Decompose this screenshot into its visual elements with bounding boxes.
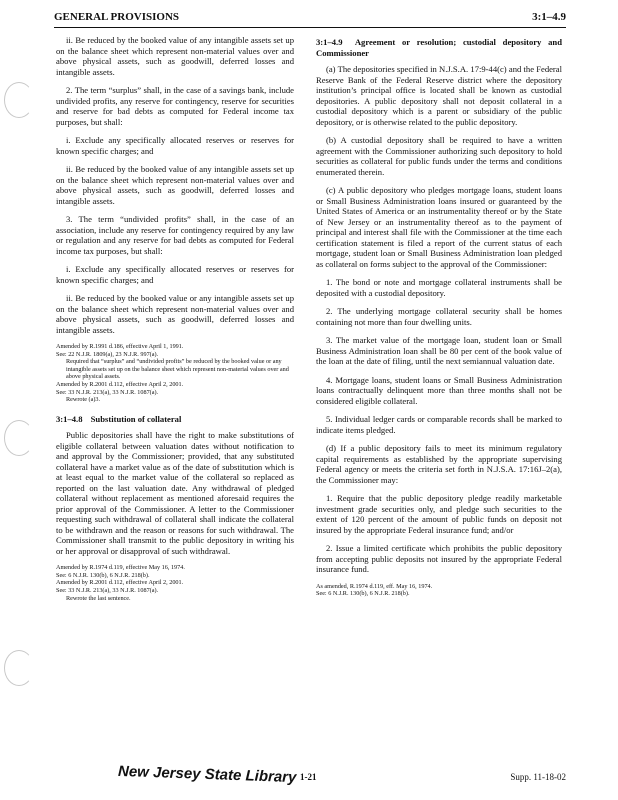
paragraph: (b) A custodial depository shall be required to have a written agreement with the Commissioner authorizing such depository to hold securities as collateral for public funds under the terms and conditions enumerated therein. bbox=[316, 135, 562, 177]
paragraph: 3. The term “undivided profits” shall, in the case of an association, include any reserve for contingency required by any law or regulation and any reserve for bad debts as computed for Federal income tax purposes, but shall: bbox=[56, 214, 294, 256]
paragraph: 2. The underlying mortgage collateral security shall be homes containing not more than four dwelling units. bbox=[316, 306, 562, 327]
section-number: 3:1–4.9 bbox=[316, 37, 343, 47]
library-stamp: New Jersey State Library bbox=[117, 762, 297, 787]
note-line: Amended by R.1974 d.119, effective May 16, 1974. bbox=[56, 564, 185, 572]
paragraph: (c) A public depository who pledges mortgage loans, student loans or Small Business Administration loans insured or guaranteed by the United States of America or an instrumentality thereof or by the State of New Jersey or an instrumentality thereof as to the payment of principal and interest shall file with the Commissioner at the time each certification statement is filed a report of the current status of each mortgage, student loan or Small Business Administration loan pledged as collateral on forms subject to the approval of the Commissioner: bbox=[316, 185, 562, 269]
section-heading bbox=[316, 37, 562, 58]
paragraph: (a) The depositories specified in N.J.S.A. 17:9-44(c) and the Federal Reserve Bank of the Federal Reserve district where the depository institution’s principal office is located shall be known as custodial depositories. A public depository shall not deposit collateral in a custodial depository which is a parent or subsidiary of the public depository, or is otherwise related to the public depository. bbox=[316, 64, 562, 127]
section-heading bbox=[56, 414, 294, 425]
note-line: See: 33 N.J.R. 213(a), 33 N.J.R. 1087(a). bbox=[56, 388, 159, 396]
section-title: Agreement or resolution; custodial depository and Commissioner bbox=[316, 37, 562, 58]
paragraph: Public depositories shall have the right to make substitutions of eligible collateral between valuation dates without notification to and approval by the Commissioner; provided, that any substituted collateral have a market value as of the date of substitution which is at least equal to the market value of the collateral so replaced as reported on the last valuation date. Any withdrawal of pledged collateral without replacement as mentioned aforesaid requires the prior approval of the Commissioner. A letter to the Commissioner requesting such withdrawal of collateral shall indicate the collateral to be withdrawn and the reason or reasons for such withdrawal. The Commissioner shall transmit to the public depository in writing his or her approval or disapproval of such withdrawal. bbox=[56, 430, 294, 556]
paragraph: 2. The term “surplus” shall, in the case of a savings bank, include undivided profits, any reserve for contingency, reserve for securities and reserve for bad debts as computed for Federal income tax purposes, but shall: bbox=[56, 85, 294, 127]
note-line: Rewrote the last sentence. bbox=[66, 594, 131, 602]
punch-hole-mark bbox=[4, 82, 34, 118]
note-line: See: 6 N.J.R. 130(b), 6 N.J.R. 218(b). bbox=[316, 590, 410, 598]
paragraph: 1. Require that the public depository pledge readily marketable investment grade securities only, and pledge such securities to the extent of 120 percent of the amount of public funds on deposit not insured by the appropriate Federal insurance fund; and/or bbox=[316, 493, 562, 535]
running-header bbox=[54, 9, 566, 28]
header-title: GENERAL PROVISIONS bbox=[54, 11, 180, 23]
note-line: Required that “surplus” and “undivided profits” be reduced by the booked value or any intangible assets set up on the balance sheet which represent non-material values over and above physical assets. bbox=[66, 358, 289, 381]
paragraph: 4. Mortgage loans, student loans or Small Business Administration loans contractually delinquent more than three months shall not be considered eligible collateral. bbox=[316, 374, 562, 406]
paragraph: 2. Issue a limited certificate which prohibits the public depository from accepting public deposits not insured by the appropriate Federal insurance fund. bbox=[316, 543, 562, 574]
history-note bbox=[56, 343, 294, 404]
paragraph: (d) If a public depository fails to meet its minimum regulatory capital requirements as established by the appropriate supervising Federal agency or meets the criteria set forth in N.J.S.A. 17:16J–2(a), the Commissioner may: bbox=[316, 443, 562, 485]
header-section: 3:1–4.9 bbox=[532, 11, 566, 23]
note-line: Rewrote (a)3. bbox=[66, 396, 101, 404]
punch-hole-mark bbox=[4, 650, 34, 686]
note-line: As amended, R.1974 d.119, eff. May 16, 1974. bbox=[316, 582, 433, 590]
paragraph: i. Exclude any specifically allocated reserves or reserves for known specific charges; and bbox=[56, 135, 294, 156]
page-number: 1-21 bbox=[300, 772, 317, 782]
page-footer bbox=[54, 762, 566, 792]
note-line: Amended by R.2001 d.112, effective April 2, 2001. bbox=[56, 380, 184, 388]
paragraph: ii. Be reduced by the booked value of any intangible assets set up on the balance sheet which represent non-material values over and above physical assets, such as goodwill, deferred losses and intangible assets. bbox=[56, 164, 294, 206]
section-title: Substitution of collateral bbox=[90, 413, 182, 424]
paragraph: ii. Be reduced by the booked value of any intangible assets set up on the balance sheet which represent non-material values over and above physical assets, such as goodwill, deferred losses and intangible assets. bbox=[56, 35, 294, 77]
paragraph: 1. The bond or note and mortgage collateral instruments shall be deposited with a custodial depository. bbox=[316, 277, 562, 298]
note-line: See: 33 N.J.R. 213(a), 33 N.J.R. 1087(a). bbox=[56, 587, 159, 595]
paragraph: ii. Be reduced by the booked value or any intangible assets set up on the balance sheet which represent non-material values over and above physical assets, such as goodwill, deferred losses and intangible assets. bbox=[56, 293, 294, 335]
note-line: See: 22 N.J.R. 1809(a), 23 N.J.R. 997(a). bbox=[56, 350, 159, 358]
history-note bbox=[316, 583, 562, 598]
note-line: Amended by R.2001 d.112, effective April 2, 2001. bbox=[56, 579, 184, 587]
left-column bbox=[56, 35, 294, 610]
supplement-date: Supp. 11-18-02 bbox=[510, 772, 566, 782]
section-number: 3:1–4.8 bbox=[56, 413, 83, 424]
paragraph: 3. The market value of the mortgage loan, student loan or Small Business Administration loan shall be 80 per cent of the book value of the loan at the date of filing, until the next semiannual valuation date. bbox=[316, 335, 562, 366]
paragraph: i. Exclude any specifically allocated reserves or reserves for known specific charges; and bbox=[56, 264, 294, 285]
paragraph: 5. Individual ledger cards or comparable records shall be marked to indicate items pledged. bbox=[316, 414, 562, 435]
note-line: Amended by R.1991 d.186, effective April 1, 1991. bbox=[56, 343, 184, 350]
right-column bbox=[316, 35, 562, 606]
note-line: See: 6 N.J.R. 130(b), 6 N.J.R. 218(b). bbox=[56, 571, 150, 579]
punch-hole-mark bbox=[4, 420, 34, 456]
history-note bbox=[56, 564, 294, 602]
